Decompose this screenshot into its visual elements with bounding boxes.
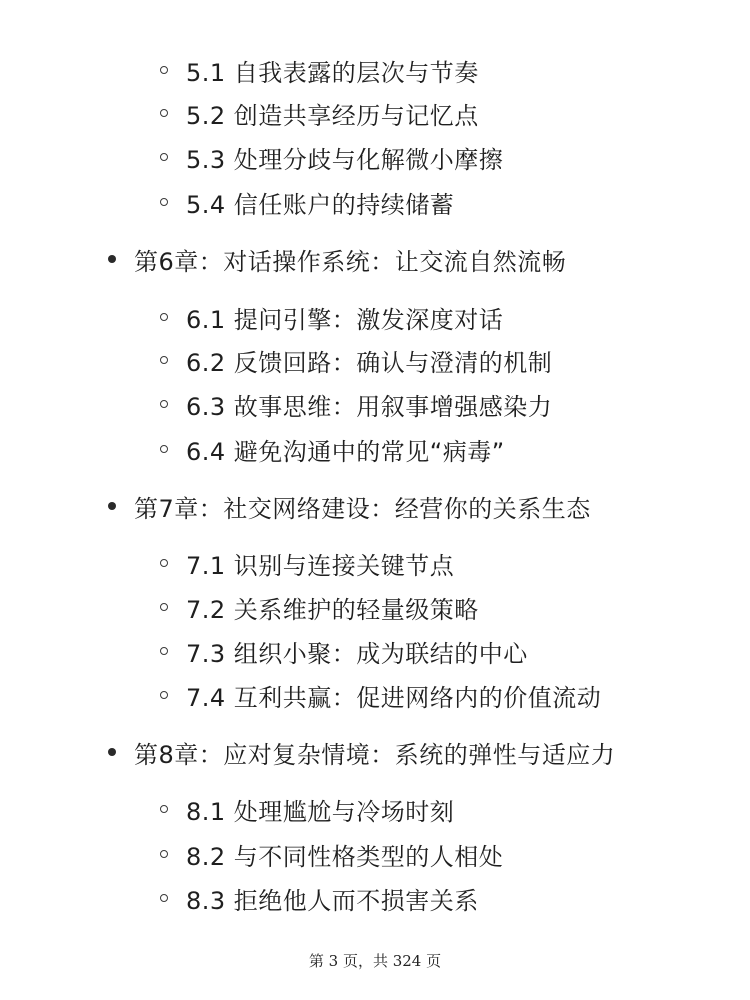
hollow-bullet-icon	[160, 850, 168, 858]
toc-section-text: 6.4 避免沟通中的常见“病毒”	[186, 437, 505, 466]
toc-section-text: 5.3 处理分歧与化解微小摩擦	[186, 145, 504, 174]
toc-section-text: 5.1 自我表露的层次与节奏	[186, 58, 479, 87]
toc-section-8-2	[160, 832, 503, 876]
hollow-bullet-icon	[160, 198, 168, 206]
toc-chapter-7	[108, 484, 591, 528]
toc-section-text: 6.3 故事思维：用叙事增强感染力	[186, 392, 553, 421]
hollow-bullet-icon	[160, 356, 168, 364]
toc-section-7-2	[160, 585, 479, 629]
hollow-bullet-icon	[160, 109, 168, 117]
toc-section-8-3	[160, 876, 479, 920]
toc-section-5-4	[160, 180, 454, 224]
toc-section-text: 8.1 处理尴尬与冷场时刻	[186, 797, 455, 826]
hollow-bullet-icon	[160, 805, 168, 813]
toc-section-7-3	[160, 629, 528, 673]
toc-chapter-8	[108, 730, 615, 774]
toc-section-5-1	[160, 48, 479, 92]
hollow-bullet-icon	[160, 313, 168, 321]
toc-chapter-6	[108, 237, 566, 281]
hollow-bullet-icon	[160, 400, 168, 408]
page-number-footer: 第 3 页，共 324 页	[308, 952, 442, 970]
toc-chapter-text: 第8章：应对复杂情境：系统的弹性与适应力	[134, 740, 616, 769]
toc-chapter-text: 第7章：社交网络建设：经营你的关系生态	[134, 494, 591, 523]
toc-section-6-4	[160, 427, 505, 471]
filled-bullet-icon	[108, 255, 116, 263]
toc-section-7-1	[160, 541, 454, 585]
toc-section-text: 7.3 组织小聚：成为联结的中心	[186, 639, 528, 668]
toc-section-6-2	[160, 338, 552, 382]
toc-section-text: 7.4 互利共赢：促进网络内的价值流动	[186, 683, 602, 712]
toc-chapter-text: 第6章：对话操作系统：让交流自然流畅	[134, 247, 567, 276]
toc-section-text: 5.4 信任账户的持续储蓄	[186, 190, 455, 219]
toc-section-text: 7.2 关系维护的轻量级策略	[186, 595, 479, 624]
hollow-bullet-icon	[160, 445, 168, 453]
filled-bullet-icon	[108, 502, 116, 510]
toc-section-text: 6.1 提问引擎：激发深度对话	[186, 305, 504, 334]
hollow-bullet-icon	[160, 691, 168, 699]
toc-section-5-2	[160, 91, 479, 135]
toc-section-text: 7.1 识别与连接关键节点	[186, 551, 455, 580]
toc-section-6-1	[160, 295, 503, 339]
hollow-bullet-icon	[160, 894, 168, 902]
toc-section-8-1	[160, 787, 454, 831]
toc-section-6-3	[160, 382, 552, 426]
hollow-bullet-icon	[160, 647, 168, 655]
toc-section-text: 8.2 与不同性格类型的人相处	[186, 842, 504, 871]
hollow-bullet-icon	[160, 603, 168, 611]
toc-section-text: 5.2 创造共享经历与记忆点	[186, 101, 479, 130]
hollow-bullet-icon	[160, 559, 168, 567]
toc-section-text: 8.3 拒绝他人而不损害关系	[186, 886, 479, 915]
filled-bullet-icon	[108, 748, 116, 756]
toc-section-text: 6.2 反馈回路：确认与澄清的机制	[186, 348, 553, 377]
toc-section-7-4	[160, 673, 601, 717]
hollow-bullet-icon	[160, 66, 168, 74]
toc-section-5-3	[160, 135, 503, 179]
hollow-bullet-icon	[160, 153, 168, 161]
